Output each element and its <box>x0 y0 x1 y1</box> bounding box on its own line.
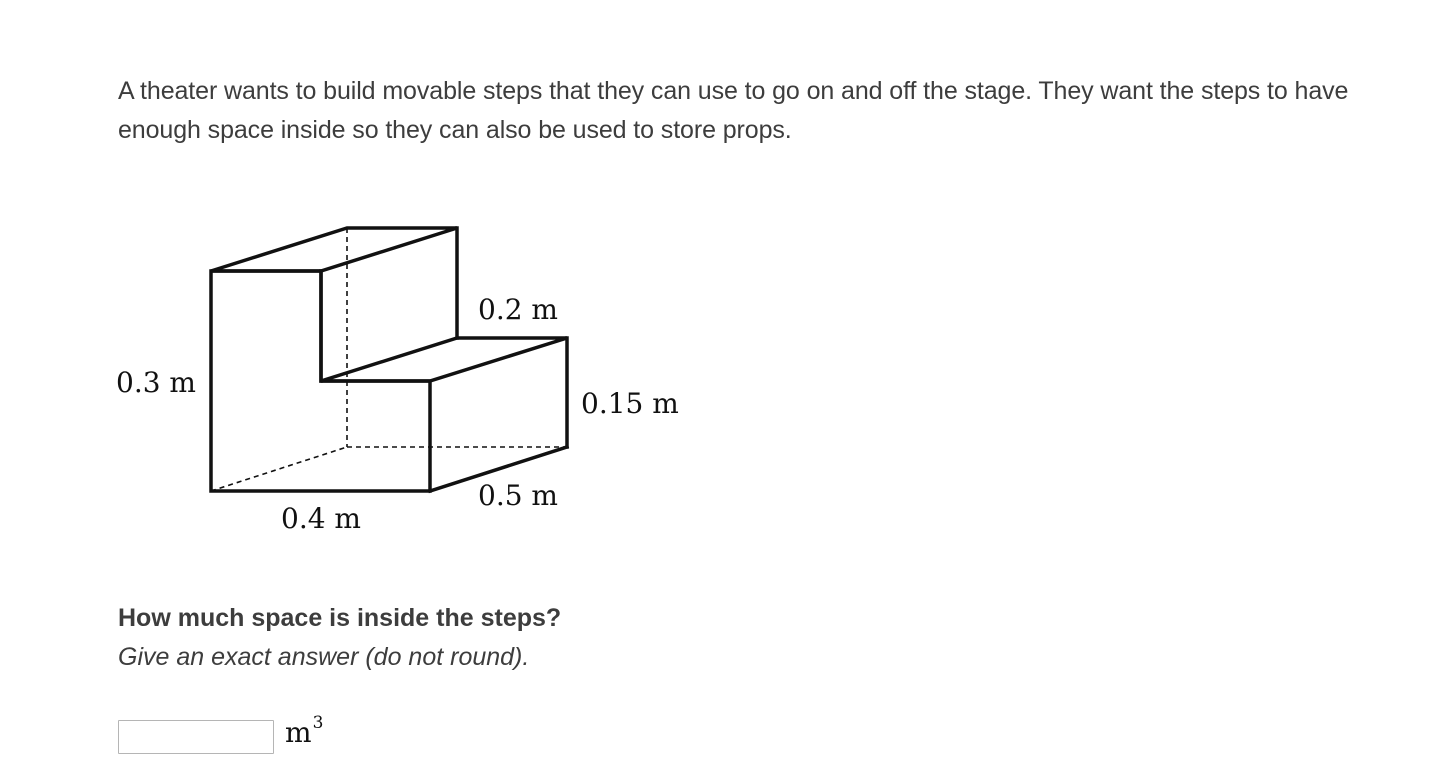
problem-text: A theater wants to build movable steps that they can use to go on and off the stage. They want the steps to have enough space inside so they can also be used to store props. <box>118 77 1349 144</box>
label-lower-step-height: 0.15 m <box>581 387 679 420</box>
label-top-step-depth: 0.2 m <box>478 293 558 326</box>
answer-input[interactable] <box>118 720 274 754</box>
question-prompt: How much space is inside the steps? <box>118 604 562 632</box>
label-depth: 0.5 m <box>478 479 558 512</box>
unit-exponent: 3 <box>312 712 324 733</box>
question-instruction: Give an exact answer (do not round). <box>118 643 530 671</box>
unit-base: m <box>285 716 312 749</box>
label-height-total: 0.3 m <box>116 366 196 399</box>
visible-edges <box>211 228 567 491</box>
hidden-edges <box>211 228 567 491</box>
label-width: 0.4 m <box>281 502 361 535</box>
answer-unit <box>285 712 324 749</box>
